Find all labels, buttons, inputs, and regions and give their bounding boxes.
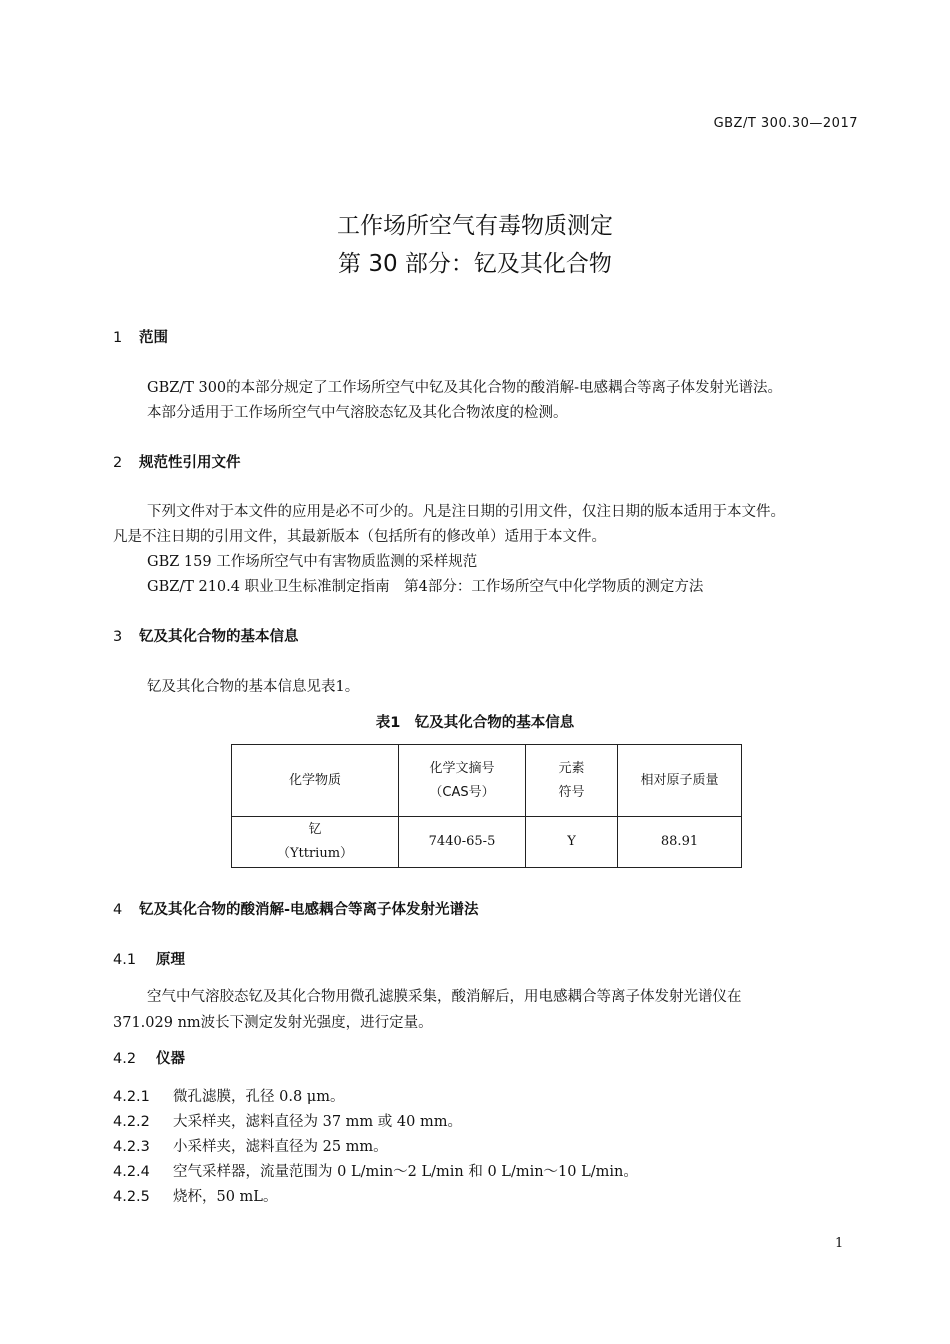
table-row: [232, 817, 742, 868]
reference-item: GBZ 159 工作场所空气中有害物质监测的采样规范: [147, 554, 478, 570]
header-line: 符号: [558, 784, 585, 800]
section-number: 4.1: [113, 952, 137, 968]
header-cell: 相对原子质量: [618, 745, 742, 817]
item-number: 4.2.3: [113, 1139, 150, 1155]
cell-line: 钇: [308, 822, 322, 837]
paragraph: 本部分适用于工作场所空气中气溶胶态钇及其化合物浓度的检测。: [147, 405, 568, 421]
header-line: 化学文摘号: [429, 760, 495, 776]
table-header-row: [232, 745, 742, 817]
section-4-1-heading: [113, 948, 185, 969]
table-cell: 88.91: [618, 817, 742, 868]
paragraph: GBZ/T 300的本部分规定了工作场所空气中钇及其化合物的酸消解-电感耦合等离子体发射光谱法。: [147, 380, 783, 396]
document-title: 工作场所空气有毒物质测定: [337, 213, 613, 239]
section-number: 2: [113, 455, 123, 471]
section-4-heading: [113, 898, 479, 919]
header-line: 元素: [558, 760, 585, 776]
section-title: 范围: [139, 330, 168, 346]
item-text: 小采样夹，滤料直径为 25 mm。: [173, 1139, 388, 1155]
paragraph: 钇及其化合物的基本信息见表1。: [147, 679, 360, 695]
section-number: 4.2: [113, 1051, 137, 1067]
table-caption: 表1 钇及其化合物的基本信息: [375, 715, 575, 731]
list-item: [113, 1185, 277, 1206]
basic-info-table: [231, 744, 742, 868]
header-line: （CAS号）: [429, 784, 495, 800]
section-title: 原理: [156, 952, 185, 968]
section-title: 钇及其化合物的基本信息: [139, 629, 299, 645]
section-4-2-heading: [113, 1047, 185, 1068]
paragraph: 空气中气溶胶态钇及其化合物用微孔滤膜采集，酸消解后，用电感耦合等离子体发射光谱仪在: [147, 989, 742, 1005]
reference-item: GBZ/T 210.4 职业卫生标准制定指南 第4部分：工作场所空气中化学物质的测定方法: [147, 579, 704, 595]
section-title: 仪器: [156, 1051, 185, 1067]
list-item: [113, 1110, 462, 1131]
list-item: [113, 1135, 388, 1156]
header-cell: [399, 745, 526, 817]
section-number: 4: [113, 902, 123, 918]
cell-line: （Yttrium）: [276, 846, 354, 861]
page-number: 1: [835, 1236, 844, 1251]
item-number: 4.2.2: [113, 1114, 150, 1130]
section-title: 规范性引用文件: [139, 455, 241, 471]
table-cell: Y: [526, 817, 618, 868]
document-subtitle: 第 30 部分：钇及其化合物: [338, 251, 612, 277]
section-2-heading: [113, 451, 241, 472]
item-number: 4.2.1: [113, 1089, 150, 1105]
item-text: 空气采样器，流量范围为 0 L/min～2 L/min 和 0 L/min～10 L/min。: [173, 1164, 638, 1180]
paragraph-continued: 371.029 nm波长下测定发射光强度，进行定量。: [113, 1015, 433, 1031]
paragraph: 下列文件对于本文件的应用是必不可少的。凡是注日期的引用文件，仅注日期的版本适用于本文件。: [147, 504, 785, 520]
section-number: 3: [113, 629, 123, 645]
section-3-heading: [113, 625, 299, 646]
table-cell: [232, 817, 399, 868]
section-title: 钇及其化合物的酸消解-电感耦合等离子体发射光谱法: [139, 902, 479, 918]
table-cell: 7440-65-5: [399, 817, 526, 868]
item-text: 微孔滤膜，孔径 0.8 μm。: [173, 1089, 345, 1105]
item-text: 烧杯，50 mL。: [173, 1189, 278, 1205]
item-number: 4.2.5: [113, 1189, 150, 1205]
item-number: 4.2.4: [113, 1164, 150, 1180]
header-cell: 化学物质: [232, 745, 399, 817]
header-cell: [526, 745, 618, 817]
paragraph-continued: 凡是不注日期的引用文件，其最新版本（包括所有的修改单）适用于本文件。: [113, 529, 606, 545]
item-text: 大采样夹，滤料直径为 37 mm 或 40 mm。: [173, 1114, 462, 1130]
section-1-heading: [113, 326, 168, 347]
section-number: 1: [113, 330, 123, 346]
list-item: [113, 1160, 638, 1181]
list-item: [113, 1085, 344, 1106]
standard-code: GBZ/T 300.30—2017: [713, 116, 858, 131]
